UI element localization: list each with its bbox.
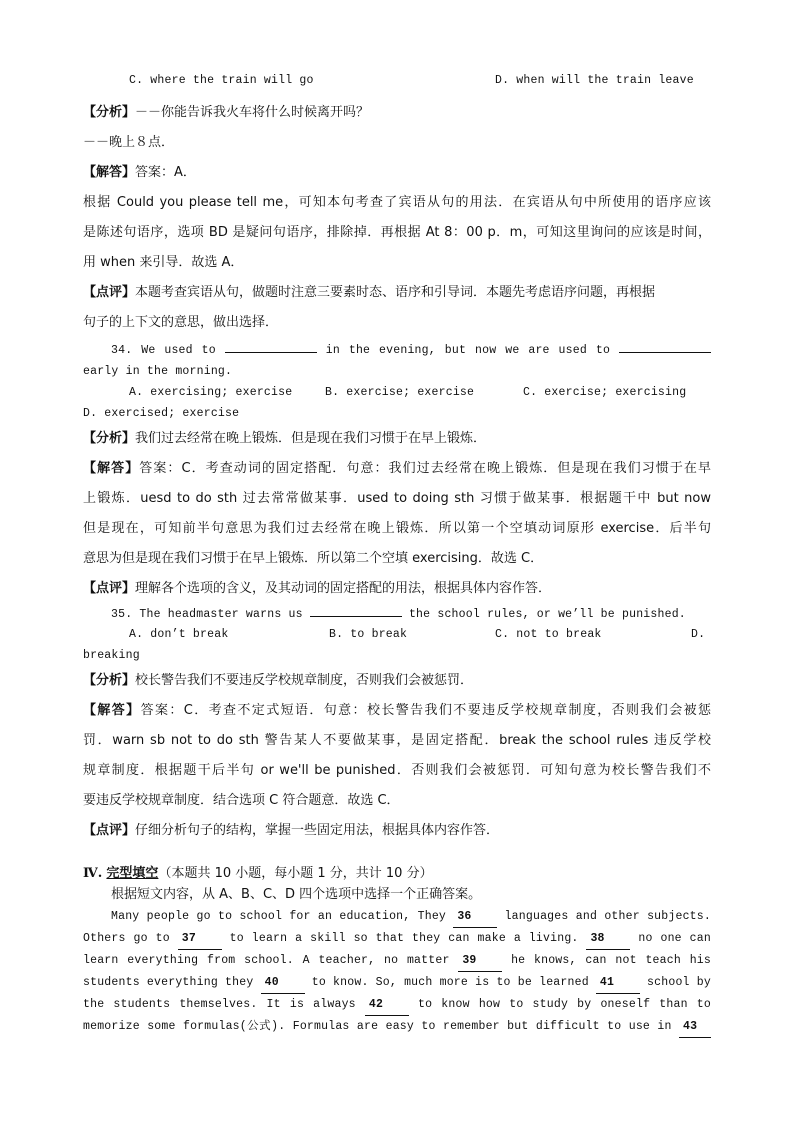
cloze-blank-36[interactable]: 36 [453,906,497,928]
comment-text: 仔细分析句子的结构，掌握一些固定用法，根据具体内容作答． [135,823,500,838]
q34-blank-2[interactable] [619,342,711,353]
q34-stem-part: 34. We used to [111,344,216,357]
cloze-text: school by [647,976,711,989]
q33-option-c: C. where the train will go [129,74,314,87]
q34-options [83,382,711,403]
q35-answer [83,696,711,726]
q34-explanation-line: 上锻炼．uesd to do sth 过去常常做某事．used to doing sth 习惯于做某事．根据题干中 but now [83,491,711,506]
cloze-blank-39[interactable]: 39 [458,950,502,972]
q34-option-c: C. exercise; exercising [523,386,687,399]
q34-stem-cont: early in the morning. [83,365,233,378]
answer-text: 答案：C．考查不定式短语．句意：校长警告我们不要违反学校规章制度，否则我们会被惩 [140,703,711,718]
cloze-blank-41[interactable]: 41 [596,972,640,994]
comment-tag: 【点评】 [83,581,136,596]
q35-explanation-line: 规章制度．根据题干后半句 or we'll be punished．否则我们会被惩罚．可知句意为校长警告我们不 [83,763,711,778]
cloze-text: to know. So, much more is to be learned [311,976,589,989]
cloze-text: no one can [638,932,711,945]
q35-stem-part: 35. The headmaster warns us [111,608,303,621]
comment-tag: 【点评】 [83,823,136,838]
cloze-blank-40[interactable]: 40 [261,972,305,994]
cloze-text: students everything they [83,976,254,989]
cloze-line [83,928,711,950]
analysis-text: 校长警告我们不要违反学校规章制度，否则我们会被惩罚． [135,673,474,688]
q34-explanation-line: 意思为但是现在我们习惯于在早上锻炼．所以第二个空填 exercising．故选 C． [83,551,544,566]
section-numeral: Ⅳ. [83,866,103,881]
comment-tag: 【点评】 [83,285,136,300]
q34-option-b: B. exercise; exercise [325,386,475,399]
cloze-text: Many people go to school for an education, They [111,910,447,923]
q35-options [83,625,711,645]
cloze-text: languages and other subjects. [504,910,711,923]
q33-analysis-2: －－晚上８点． [83,135,175,150]
q34-option-d: D. exercised; exercise [83,407,240,420]
cloze-line [83,906,711,928]
cloze-text: the students themselves. It is always [83,998,356,1011]
analysis-tag: 【分析】 [83,431,136,446]
q34-option-a: A. exercising; exercise [129,386,293,399]
cloze-text: memorize some formulas(公式). Formulas are easy to remember but difficult to use in [83,1020,672,1033]
q33-explanation-line: 是陈述句语序，选项 BD 是疑问句语序，排除掉．再根据 At 8：00 p．m，可知这里询问的应该是时间， [83,225,711,240]
answer-text: 答案：A． [135,165,196,180]
q33-comment [83,278,711,308]
cloze-text: to know how to study by oneself than to [418,998,711,1011]
q35-stem [83,604,711,625]
q33-explanation-line: 根据 Could you please tell me，可知本句考查了宾语从句的用法．在宾语从句中所使用的语序应该 [83,195,711,210]
cloze-line [83,1016,711,1038]
q34-comment [83,574,711,604]
q35-explanation-line: 罚．warn sb not to do sth 警告某人不要做某事，是固定搭配．break the school rules 违反学校 [83,733,711,748]
q35-option-d-text: breaking [83,649,140,662]
answer-tag: 【解答】 [83,461,140,476]
cloze-text: Others go to [83,932,170,945]
cloze-text: to learn a skill so that they can make a living. [229,932,579,945]
analysis-text: 我们过去经常在晚上锻炼．但是现在我们习惯于在早上锻炼． [135,431,487,446]
q35-blank[interactable] [310,606,402,617]
q35-option-d: D. [691,628,706,641]
q34-explanation-line: 但是现在，可知前半句意思为我们过去经常在晚上锻炼．所以第一个空填动词原形 exercise．后半句 [83,521,711,536]
q35-option-a: A. don’t break [129,628,229,641]
q33-explanation-line: 用 when 来引导．故选 A． [83,255,244,270]
cloze-blank-37[interactable]: 37 [178,928,222,950]
q33-analysis [83,98,711,128]
analysis-text: －－你能告诉我火车将什么时候离开吗？ [135,105,370,120]
q35-explanation-line: 要违反学校规章制度．结合选项 C 符合题意．故选 C． [83,793,400,808]
q34-answer [83,454,711,484]
comment-text: 本题考查宾语从句，做题时注意三要素时态、语序和引导词．本题先考虑语序问题，再根据 [135,285,656,300]
q35-option-c: C. not to break [495,628,602,641]
cloze-blank-43[interactable]: 43 [679,1016,711,1038]
cloze-passage [83,906,711,1038]
section-title: 完型填空 [106,866,159,881]
section-heading [83,864,711,884]
q35-stem-part: the school rules, or we’ll be punished. [408,608,686,621]
q33-option-d: D. when will the train leave [495,74,694,87]
answer-tag: 【解答】 [83,703,141,718]
answer-text: 答案：C．考查动词的固定搭配．句意：我们过去经常在晚上锻炼．但是现在我们习惯于在早 [139,461,711,476]
cloze-line [83,994,711,1016]
analysis-tag: 【分析】 [83,105,136,120]
cloze-line [83,972,711,994]
q35-comment [83,816,711,846]
q34-blank-1[interactable] [225,342,317,353]
q35-analysis [83,666,711,696]
cloze-text: he knows, can not teach his [511,954,712,967]
cloze-line [83,950,711,972]
analysis-tag: 【分析】 [83,673,136,688]
q34-stem-part: in the evening, but now we are used to [325,344,611,357]
comment-text: 理解各个选项的含义，及其动词的固定搭配的用法，根据具体内容作答． [135,581,552,596]
q33-comment-line: 句子的上下文的意思，做出选择． [83,315,279,330]
section-note: （本题共 10 小题，每小题 1 分，共计 10 分） [158,866,433,881]
section-instruction: 根据短文内容，从 A、B、C、D 四个选项中选择一个正确答案。 [111,887,482,902]
q35-option-b: B. to break [329,628,408,641]
cloze-blank-38[interactable]: 38 [586,928,630,950]
q34-stem [83,340,711,361]
q33-options [83,74,711,96]
document-page [83,74,711,1038]
answer-tag: 【解答】 [83,165,136,180]
cloze-text: learn everything from school. A teacher, no matter [83,954,450,967]
cloze-blank-42[interactable]: 42 [365,994,409,1016]
q33-answer [83,158,711,188]
q34-analysis [83,424,711,454]
